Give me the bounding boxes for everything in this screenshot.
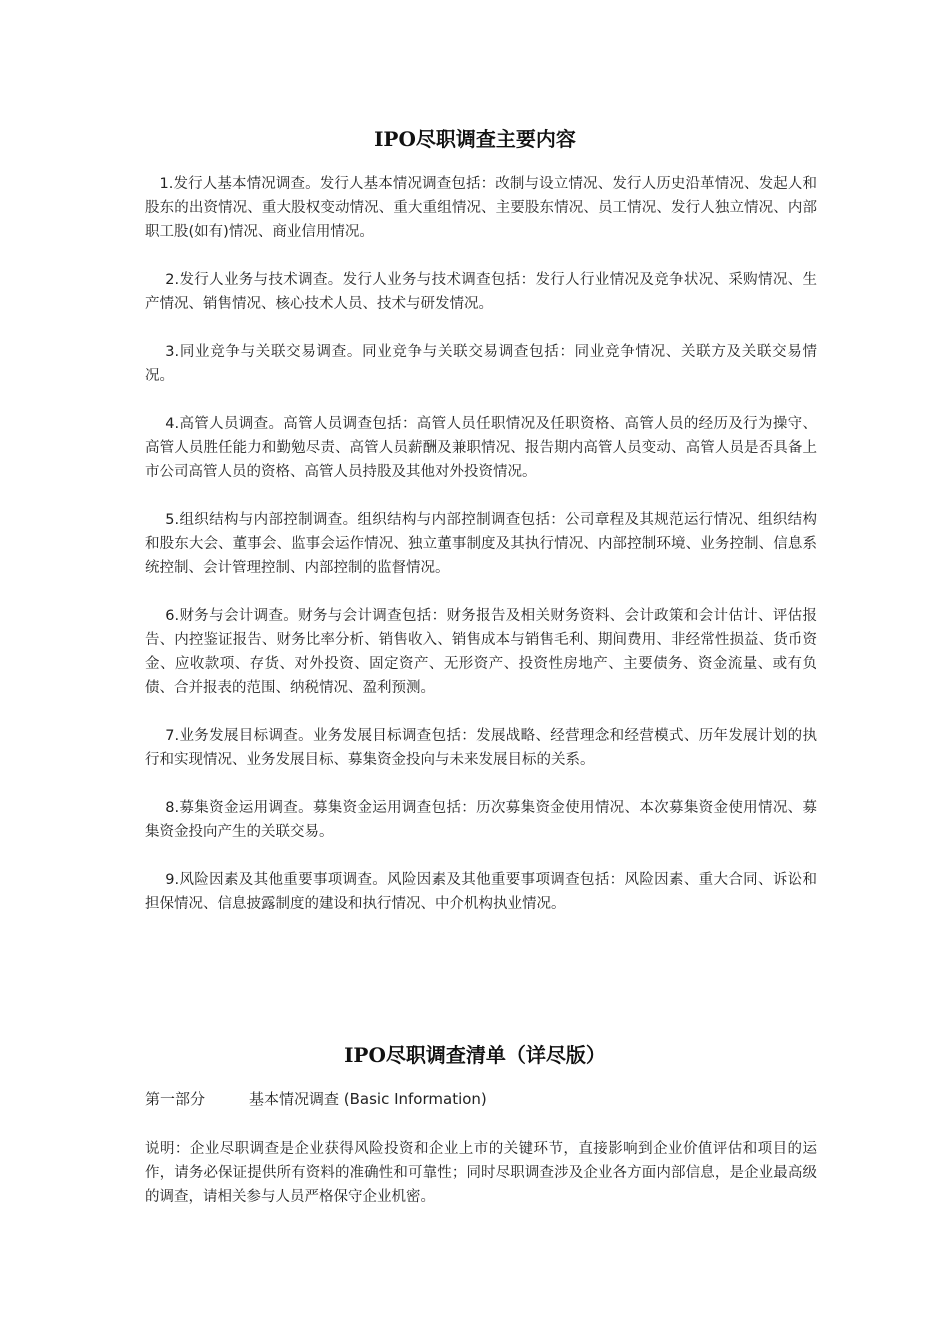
content-list bbox=[145, 172, 817, 940]
checklist-title: IPO尽职调查清单（详尽版） bbox=[344, 1043, 606, 1067]
list-item: 1.发行人基本情况调查。发行人基本情况调查包括：改制与设立情况、发行人历史沿革情况、发起人和股东的出资情况、重大股权变动情况、重大重组情况、主要股东情况、员工情况、发行人独立情况、内部职工股(如有)情况、商业信用情况。 bbox=[145, 176, 817, 240]
list-item: 4.高管人员调查。高管人员调查包括：高管人员任职情况及任职资格、高管人员的经历及行为操守、高管人员胜任能力和勤勉尽责、高管人员薪酬及兼职情况、报告期内高管人员变动、高管人员是否具备上市公司高管人员的资格、高管人员持股及其他对外投资情况。 bbox=[145, 416, 817, 480]
part-label: 第一部分 bbox=[145, 1090, 206, 1108]
main-title: IPO尽职调查主要内容 bbox=[374, 127, 576, 151]
list-item: 3.同业竞争与关联交易调查。同业竞争与关联交易调查包括：同业竞争情况、关联方及关联交易情况。 bbox=[145, 344, 817, 384]
list-item: 2.发行人业务与技术调查。发行人业务与技术调查包括：发行人行业情况及竞争状况、采购情况、生产情况、销售情况、核心技术人员、技术与研发情况。 bbox=[145, 272, 817, 312]
part-title: 基本情况调查 (Basic Information) bbox=[249, 1090, 487, 1108]
list-item: 5.组织结构与内部控制调查。组织结构与内部控制调查包括：公司章程及其规范运行情况、组织结构和股东大会、董事会、监事会运作情况、独立董事制度及其执行情况、内部控制环境、业务控制、信息系统控制、会计管理控制、内部控制的监督情况。 bbox=[145, 512, 817, 576]
list-item: 8.募集资金运用调查。募集资金运用调查包括：历次募集资金使用情况、本次募集资金使用情况、募集资金投向产生的关联交易。 bbox=[145, 800, 817, 840]
instruction-note: 说明：企业尽职调查是企业获得风险投资和企业上市的关键环节，直接影响到企业价值评估和项目的运作，请务必保证提供所有资料的准确性和可靠性；同时尽职调查涉及企业各方面内部信息，是企业最高级的调查，请相关参与人员严格保守企业机密。 bbox=[145, 1141, 817, 1205]
list-item: 9.风险因素及其他重要事项调查。风险因素及其他重要事项调查包括：风险因素、重大合同、诉讼和担保情况、信息披露制度的建设和执行情况、中介机构执业情况。 bbox=[145, 872, 817, 912]
section-heading bbox=[145, 1087, 817, 1111]
list-item: 7.业务发展目标调查。业务发展目标调查包括：发展战略、经营理念和经营模式、历年发展计划的执行和实现情况、业务发展目标、募集资金投向与未来发展目标的关系。 bbox=[145, 728, 817, 768]
list-item: 6.财务与会计调查。财务与会计调查包括：财务报告及相关财务资料、会计政策和会计估计、评估报告、内控鉴证报告、财务比率分析、销售收入、销售成本与销售毛利、期间费用、非经常性损益、货币资金、应收款项、存货、对外投资、固定资产、无形资产、投资性房地产、主要债务、资金流量、或有负债、合并报表的范围、纳税情况、盈利预测。 bbox=[145, 608, 817, 696]
